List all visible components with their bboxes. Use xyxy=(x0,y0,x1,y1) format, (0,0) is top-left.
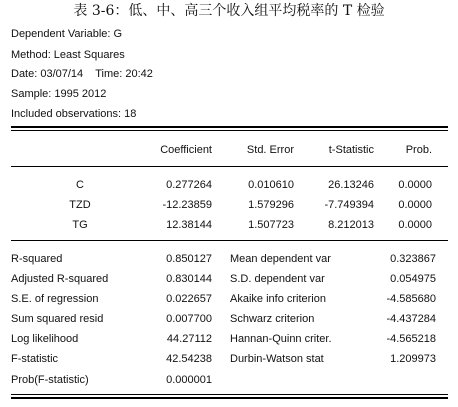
stat-label: Schwarz criterion xyxy=(230,313,315,325)
variable-name: TZD xyxy=(69,199,91,211)
stat-label: Mean dependent var xyxy=(230,253,331,265)
t-statistic-value: 26.13246 xyxy=(328,179,374,191)
stat-label: Adjusted R-squared xyxy=(11,273,109,285)
t-statistic-value: 8.212013 xyxy=(328,219,374,231)
stat-label: Hannan-Quinn criter. xyxy=(230,333,332,345)
stat-label: S.E. of regression xyxy=(11,293,99,305)
stat-value: -4.437284 xyxy=(386,313,436,325)
variable-name: C xyxy=(76,179,84,191)
stat-label: Prob(F-statistic) xyxy=(11,374,89,386)
stat-value: 1.209973 xyxy=(390,353,436,365)
top-double-rule-upper xyxy=(11,126,448,128)
middle-rule xyxy=(11,240,448,241)
coefficient-value: -12.23859 xyxy=(162,199,212,211)
std-error-value: 1.579296 xyxy=(248,199,294,211)
prob-value: 0.0000 xyxy=(398,179,432,191)
stat-value: 0.054975 xyxy=(390,273,436,285)
stat-value: 0.000001 xyxy=(166,374,212,386)
stat-value: 0.323867 xyxy=(390,253,436,265)
header-coefficient: Coefficient xyxy=(160,144,212,156)
stat-label: R-squared xyxy=(11,253,63,265)
stat-label: Sum squared resid xyxy=(11,313,104,325)
bottom-double-rule-lower xyxy=(11,397,448,399)
t-statistic-value: -7.749394 xyxy=(324,199,374,211)
stat-label: Log likelihood xyxy=(11,333,79,345)
stat-value: 42.54238 xyxy=(166,353,212,365)
stat-label: Durbin-Watson stat xyxy=(230,353,324,365)
table-title: 表 3-6：低、中、高三个收入组平均税率的 T 检验 xyxy=(73,3,385,19)
stat-value: 0.022657 xyxy=(166,293,212,305)
estimation-date: Date: 03/07/14 Time: 20:42 xyxy=(11,68,153,80)
stat-value: 0.830144 xyxy=(166,273,212,285)
included-observations: Included observations: 18 xyxy=(11,108,137,120)
header-t-statistic: t-Statistic xyxy=(328,144,374,156)
stat-label: S.D. dependent var xyxy=(230,273,325,285)
stat-value: -4.585680 xyxy=(386,293,436,305)
std-error-value: 1.507723 xyxy=(248,219,294,231)
sample-range: Sample: 1995 2012 xyxy=(11,88,107,100)
top-double-rule-lower xyxy=(11,130,448,131)
header-prob: Prob. xyxy=(405,144,432,156)
stat-value: -4.565218 xyxy=(386,333,436,345)
prob-value: 0.0000 xyxy=(398,219,432,231)
dependent-variable: Dependent Variable: G xyxy=(11,28,123,40)
stat-value: 0.850127 xyxy=(166,253,212,265)
header-std-error: Std. Error xyxy=(246,144,294,156)
coefficient-value: 12.38144 xyxy=(166,219,212,231)
std-error-value: 0.010610 xyxy=(248,179,294,191)
prob-value: 0.0000 xyxy=(398,199,432,211)
coefficient-value: 0.277264 xyxy=(166,179,212,191)
stat-value: 0.007700 xyxy=(166,313,212,325)
stat-label: Akaike info criterion xyxy=(230,293,326,305)
header-rule xyxy=(11,166,448,167)
bottom-double-rule-upper xyxy=(11,394,448,395)
stat-value: 44.27112 xyxy=(166,333,212,345)
estimation-method: Method: Least Squares xyxy=(11,49,125,61)
variable-name: TG xyxy=(72,219,88,231)
stat-label: F-statistic xyxy=(11,353,59,365)
